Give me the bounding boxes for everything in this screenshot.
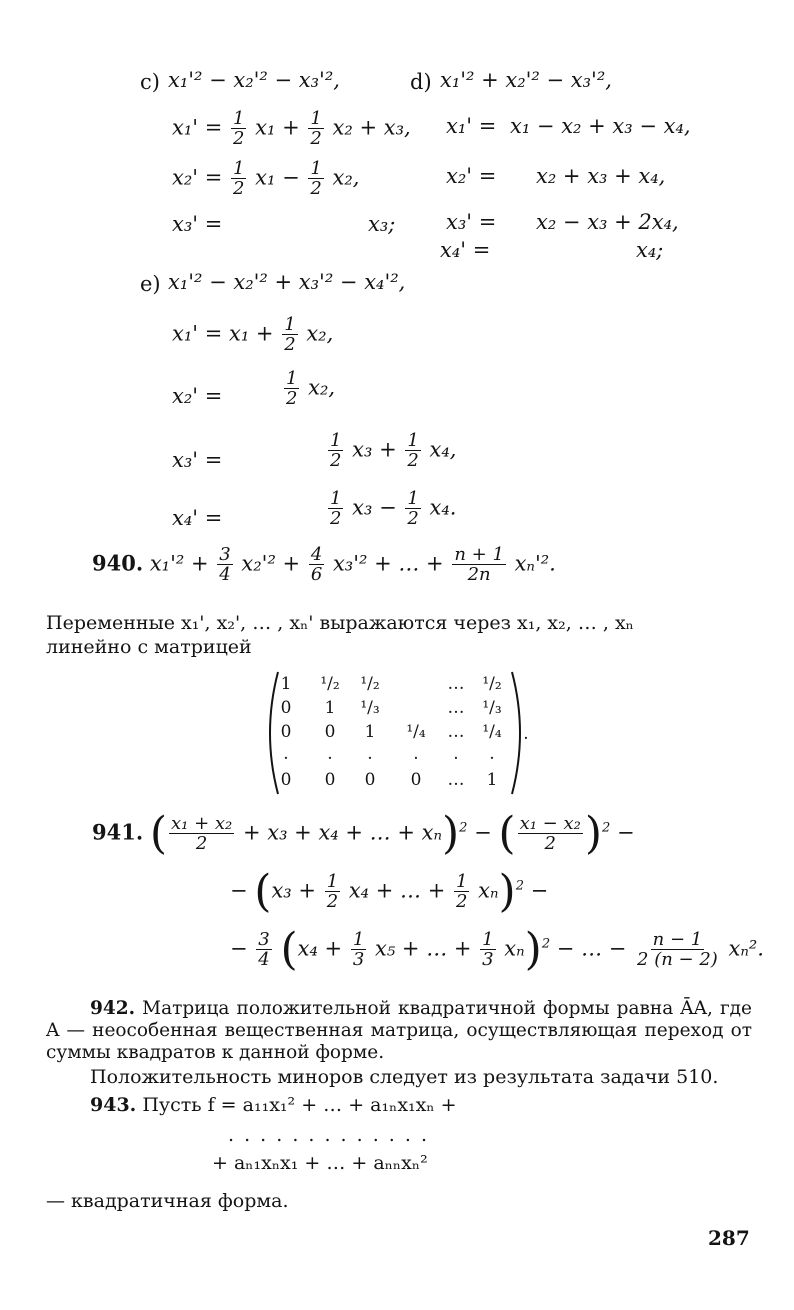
e-form: x₁'² − x₂'² + x₃'² − x₄'²,	[168, 270, 406, 294]
matrix-cell: ¹/₃	[482, 698, 502, 718]
c-line3-rhs: x₃;	[368, 212, 396, 236]
e-line2-rhs: $\frac{1}{2}$ x₂,	[286, 368, 336, 409]
c-line1: x₁' = $\frac{1}{2}$ x₁ + $\frac{1}{2}$ x₂ + x₃,	[172, 108, 411, 149]
problem-942-line2: Положительность миноров следует из результата задачи 510.	[90, 1066, 719, 1088]
d-line3-rhs: x₂ − x₃ + 2x₄,	[536, 210, 679, 234]
d-line1-lhs: x₁' =	[446, 114, 497, 138]
d-line2-lhs: x₂' =	[446, 164, 497, 188]
matrix-trailing-period: .	[523, 724, 529, 744]
matrix-cell: ¹/₂	[360, 674, 380, 694]
matrix-cell: 1	[364, 722, 376, 742]
matrix-cell: …	[447, 698, 465, 718]
matrix-cell: …	[447, 722, 465, 742]
e-line3-rhs: $\frac{1}{2}$ x₃ + $\frac{1}{2}$ x₄,	[330, 430, 457, 471]
matrix-cell: .	[489, 744, 495, 764]
c-line3-lhs: x₃' =	[172, 212, 223, 236]
matrix-cell: 1	[280, 674, 292, 694]
problem-941-row2: − (x₃ + $\frac{1}{2}$ x₄ + … + $\frac{1}{2}$ xₙ)$^2$ −	[230, 866, 549, 917]
e-line3-lhs: x₃' =	[172, 448, 223, 472]
label-c: c)	[140, 70, 160, 94]
d-line4-rhs: x₄;	[636, 238, 664, 262]
d-line1-rhs: x₁ − x₂ + x₃ − x₄,	[510, 114, 691, 138]
e-line1: x₁' = x₁ + $\frac{1}{2}$ x₂,	[172, 314, 334, 355]
label-e: e)	[140, 272, 161, 296]
d-line2-rhs: x₂ + x₃ + x₄,	[536, 164, 666, 188]
problem-940-number: 940.	[92, 550, 144, 576]
d-line3-lhs: x₃' =	[446, 210, 497, 234]
matrix-cell: .	[283, 744, 289, 764]
p940-text-line2: линейно с матрицей	[46, 636, 252, 658]
matrix	[262, 668, 542, 798]
problem-943-dots: . . . . . . . . . . . . .	[228, 1124, 429, 1146]
matrix-cell: 1	[324, 698, 336, 718]
page-number: 287	[708, 1226, 750, 1250]
matrix-cell: 0	[324, 722, 336, 742]
problem-940: 940. x₁'² + $\frac{3}{4}$ x₂'² + $\frac{4}{6}$ x₃'² + … + $\frac{n + 1}{2n}$ xₙ'².	[92, 544, 556, 585]
matrix-cell: 1	[486, 770, 498, 790]
e-line4-lhs: x₄' =	[172, 506, 223, 530]
problem-943-line2: + aₙ₁xₙx₁ + … + aₙₙxₙ²	[212, 1152, 428, 1174]
matrix-cell: 0	[280, 698, 292, 718]
matrix-cell: 0	[280, 722, 292, 742]
matrix-cell: 0	[364, 770, 376, 790]
problem-943-line3: — квадратичная форма.	[46, 1190, 289, 1212]
problem-943-number: 943.	[90, 1094, 137, 1116]
matrix-cell: ¹/₂	[482, 674, 502, 694]
matrix-cell: .	[453, 744, 459, 764]
problem-942-number: 942.	[90, 998, 136, 1019]
matrix-cell: ¹/₃	[360, 698, 380, 718]
problem-941-number: 941.	[92, 819, 144, 845]
d-line4-lhs: x₄' =	[440, 238, 491, 262]
matrix-cell: 0	[410, 770, 422, 790]
problem-941-row1: 941. ( $\frac{\text{x₁ + x₂}}{2}$ + x₃ + x₄ + … + xₙ)$^2$ − ( $\frac{\text{x₁ − x₂}}{2}$ )$^2$ −	[92, 808, 635, 859]
matrix-cell: .	[367, 744, 373, 764]
matrix-cell: .	[413, 744, 419, 764]
matrix-cell: 0	[280, 770, 292, 790]
e-line4-rhs: $\frac{1}{2}$ x₃ − $\frac{1}{2}$ x₄.	[330, 488, 457, 529]
d-form: x₁'² + x₂'² − x₃'²,	[440, 68, 612, 92]
c-form: x₁'² − x₂'² − x₃'²,	[168, 68, 340, 92]
matrix-cell: 0	[324, 770, 336, 790]
problem-942-paragraph: 942. Матрица положительной квадратичной формы равна ĀA, где A — неособенная вещественная матрица, осуществляющая переход от суммы квадратов к данной форме.	[46, 998, 752, 1063]
p940-text-line1: Переменные x₁', x₂', … , xₙ' выражаются через x₁, x₂, … , xₙ	[46, 612, 634, 634]
matrix-cell: …	[447, 770, 465, 790]
e-line2-lhs: x₂' =	[172, 384, 223, 408]
problem-943-line1: 943. Пусть f = a₁₁x₁² + … + a₁ₙx₁xₙ +	[90, 1094, 457, 1116]
matrix-cell: ¹/₄	[482, 722, 502, 742]
problem-941-row3: − $\frac{3}{4}$ (x₄ + $\frac{1}{3}$ x₅ + … + $\frac{1}{3}$ xₙ)$^2$ − … − $\frac{n - 1}{2 (n - 2)}$ xₙ².	[230, 924, 764, 975]
label-d: d)	[410, 70, 432, 94]
matrix-cell: .	[327, 744, 333, 764]
matrix-cell: …	[447, 674, 465, 694]
c-line2: x₂' = $\frac{1}{2}$ x₁ − $\frac{1}{2}$ x₂,	[172, 158, 360, 199]
matrix-cell: ¹/₄	[406, 722, 426, 742]
matrix-cell: ¹/₂	[320, 674, 340, 694]
